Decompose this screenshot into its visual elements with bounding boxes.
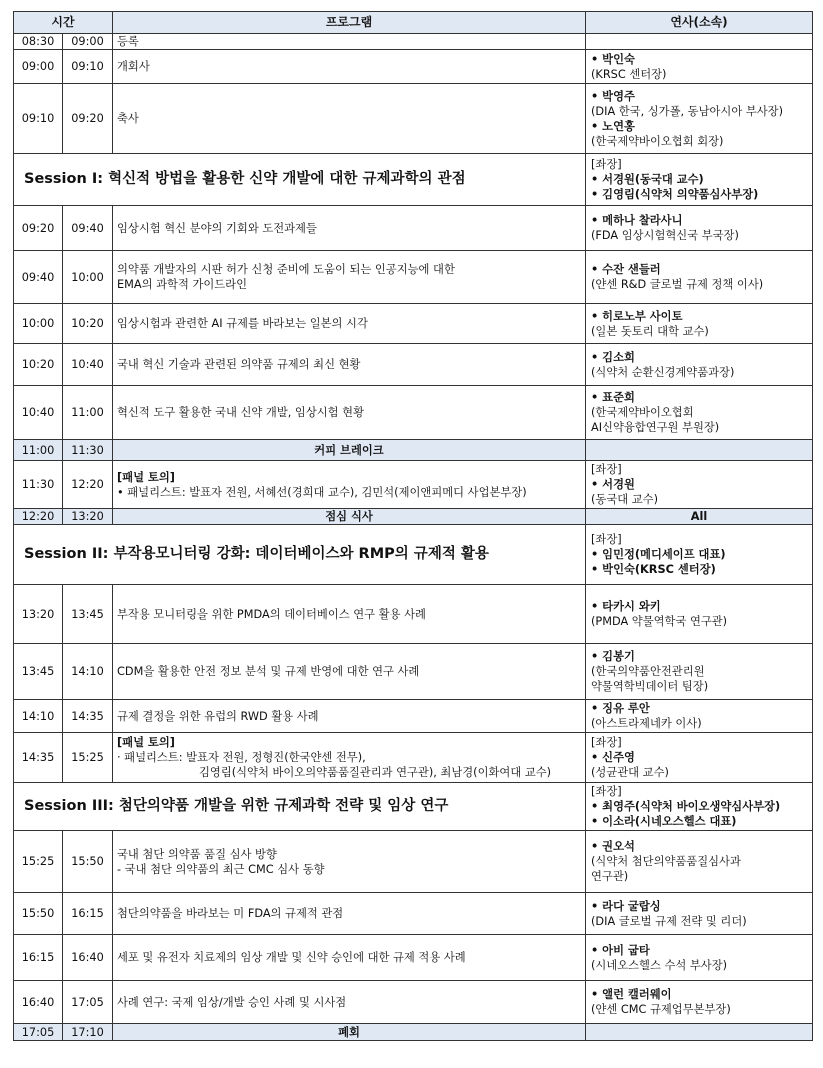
- bullet-icon: •: [591, 391, 603, 404]
- speaker-name-line: [591, 213, 807, 228]
- header-time: 시간: [14, 12, 113, 34]
- speaker-affiliation: (PMDA 약물역학국 연구관): [591, 615, 728, 628]
- start-time: 09:10: [14, 84, 63, 154]
- end-time: 14:35: [63, 700, 113, 733]
- session-row: [14, 154, 813, 206]
- end-time: 10:00: [63, 251, 113, 304]
- panel-chair: [586, 461, 813, 509]
- speaker-name-line: [591, 943, 807, 958]
- panel-chair: [586, 733, 813, 783]
- chair-text: 박인숙(KRSC 센터장): [602, 563, 716, 576]
- chair-text: 최영주(식약처 바이오생약심사부장): [602, 800, 781, 813]
- bullet-icon: •: [591, 600, 603, 613]
- speaker-affiliation: (DIA 한국, 싱가폴, 동남아시아 부사장): [591, 104, 783, 118]
- chair-name: [591, 547, 807, 562]
- speaker-name-line: [591, 899, 807, 914]
- break-row: [14, 440, 813, 461]
- chair-text: 서경원(동국대 교수): [602, 173, 704, 186]
- break-row: [14, 1024, 813, 1041]
- end-time: 11:00: [63, 386, 113, 440]
- panel-row: [14, 733, 813, 783]
- session-row: [14, 783, 813, 831]
- chair-text: 이소라(시네오스헬스 대표): [602, 815, 737, 828]
- panel-list-cont: 김영림(식약처 바이오의약품품질관리과 연구관), 최남경(이화여대 교수): [199, 766, 552, 779]
- start-time: 09:00: [14, 50, 63, 84]
- agenda-row: [14, 206, 813, 251]
- speaker-name: 메하나 찰라사니: [602, 214, 683, 227]
- bullet-icon: •: [591, 815, 603, 828]
- header-program: 프로그램: [113, 12, 586, 34]
- chair-name: [591, 799, 807, 814]
- speaker-affiliation: 연구관): [591, 870, 629, 883]
- start-time: 15:25: [14, 831, 63, 893]
- end-time: 15:50: [63, 831, 113, 893]
- speaker-name-line: [591, 987, 807, 1002]
- start-time: 11:00: [14, 440, 63, 461]
- chair-name: [591, 750, 807, 765]
- bullet-icon: •: [591, 751, 603, 764]
- speaker-name-line: [591, 119, 807, 134]
- agenda-row: [14, 981, 813, 1024]
- speaker-cell: [586, 893, 813, 935]
- speaker-name: 노연홍: [602, 119, 635, 133]
- speaker-name: 수잔 샌들러: [602, 263, 661, 276]
- session-chairs: [586, 783, 813, 831]
- session-title: Session I: 혁신적 방법을 활용한 신약 개발에 대한 규제과학의 관점: [14, 154, 586, 206]
- speaker-name-line: [591, 701, 807, 716]
- end-time: 14:10: [63, 644, 113, 700]
- chair-text: 김영림(식약처 의약품심사부장): [602, 188, 759, 201]
- start-time: 15:50: [14, 893, 63, 935]
- start-time: 16:40: [14, 981, 63, 1024]
- speaker-affiliation: (식약처 첨단의약품품질심사과: [591, 855, 741, 868]
- speaker-affiliation: (일본 돗토리 대학 교수): [591, 324, 709, 338]
- chair-label: [좌장]: [591, 158, 622, 171]
- program-title: 임상시험과 관련한 AI 규제를 바라보는 일본의 시각: [113, 304, 586, 344]
- chair-name: [591, 172, 807, 187]
- start-time: 09:40: [14, 251, 63, 304]
- speaker-cell: [586, 84, 813, 154]
- bullet-icon: •: [591, 309, 603, 323]
- program-title: [113, 251, 586, 304]
- speaker-affiliation: (한국제약바이오협회: [591, 406, 694, 419]
- end-time: 09:10: [63, 50, 113, 84]
- speaker-name-line: [591, 599, 807, 614]
- bullet-icon: •: [591, 214, 603, 227]
- program-title: 등록: [113, 34, 586, 50]
- speaker-affiliation: (FDA 임상시험혁신국 부국장): [591, 229, 739, 242]
- start-time: 14:35: [14, 733, 63, 783]
- panel-program: [113, 461, 586, 509]
- agenda-row: [14, 644, 813, 700]
- speaker-name-line: [591, 262, 807, 277]
- bullet-icon: •: [591, 650, 603, 663]
- end-time: 17:10: [63, 1024, 113, 1041]
- speaker-affiliation: (아스트라제네카 이사): [591, 717, 702, 730]
- session-row: [14, 525, 813, 585]
- header-speaker: 연사(소속): [586, 12, 813, 34]
- chair-label: [좌장]: [591, 736, 622, 749]
- chair-affiliation: (성균관대 교수): [591, 766, 669, 779]
- speaker-cell: [586, 34, 813, 50]
- end-time: 10:20: [63, 304, 113, 344]
- program-title: 부작용 모니터링을 위한 PMDA의 데이터베이스 연구 활용 사례: [113, 585, 586, 644]
- bullet-icon: •: [591, 988, 603, 1001]
- panel-program: [113, 733, 586, 783]
- end-time: 09:20: [63, 84, 113, 154]
- speaker-name-line: [591, 390, 807, 405]
- chair-name: [591, 562, 807, 577]
- start-time: 10:20: [14, 344, 63, 386]
- agenda-row: [14, 34, 813, 50]
- speaker-name: 라다 굴랍싱: [602, 899, 661, 913]
- bullet-icon: •: [591, 800, 603, 813]
- bullet-icon: •: [591, 52, 603, 66]
- chair-label: [좌장]: [591, 785, 622, 798]
- agenda-row: [14, 251, 813, 304]
- speaker-affiliation: 약물역학빅데이터 팀장): [591, 680, 709, 693]
- speaker-cell: [586, 585, 813, 644]
- bullet-icon: •: [591, 173, 603, 186]
- program-title: 축사: [113, 84, 586, 154]
- bullet-icon: •: [591, 840, 603, 853]
- chair-affiliation: (동국대 교수): [591, 493, 658, 506]
- program-title: 국내 혁신 기술과 관련된 의약품 규제의 최신 현황: [113, 344, 586, 386]
- break-label: 폐회: [113, 1024, 586, 1041]
- program-line: 국내 첨단 의약품 품질 심사 방향: [117, 847, 277, 861]
- program-title: [113, 831, 586, 893]
- agenda-row: [14, 935, 813, 981]
- speaker-affiliation: (DIA 글로벌 규제 전략 및 리더): [591, 914, 747, 928]
- bullet-icon: •: [591, 478, 603, 491]
- bullet-icon: •: [591, 89, 603, 103]
- agenda-row: [14, 84, 813, 154]
- speaker-name: 아비 굽타: [602, 943, 650, 957]
- end-time: 12:20: [63, 461, 113, 509]
- start-time: 10:00: [14, 304, 63, 344]
- start-time: 08:30: [14, 34, 63, 50]
- end-time: 17:05: [63, 981, 113, 1024]
- speaker-name: 히로노부 사이토: [602, 309, 683, 323]
- speaker-cell: [586, 935, 813, 981]
- end-time: 09:00: [63, 34, 113, 50]
- speaker-cell: [586, 304, 813, 344]
- speaker-cell: [586, 644, 813, 700]
- agenda-row: [14, 386, 813, 440]
- bullet-icon: •: [591, 188, 603, 201]
- bullet-icon: •: [591, 548, 603, 561]
- bullet-icon: •: [591, 702, 603, 715]
- start-time: 16:15: [14, 935, 63, 981]
- speaker-affiliation: (얀센 R&D 글로벌 규제 정책 이사): [591, 278, 764, 291]
- header-row: [14, 12, 813, 34]
- start-time: 13:20: [14, 585, 63, 644]
- speaker-affiliation: (KRSC 센터장): [591, 67, 667, 81]
- speaker-cell: [586, 344, 813, 386]
- speaker-name: 김소희: [602, 350, 635, 364]
- agenda-row: [14, 700, 813, 733]
- speaker-cell: [586, 386, 813, 440]
- break-speaker: [586, 440, 813, 461]
- start-time: 09:20: [14, 206, 63, 251]
- agenda-table: [13, 11, 813, 1041]
- start-time: 11:30: [14, 461, 63, 509]
- panel-heading: [패널 토의]: [117, 470, 175, 484]
- break-speaker: All: [586, 509, 813, 525]
- chair-text: 서경원: [602, 478, 635, 491]
- end-time: 11:30: [63, 440, 113, 461]
- program-line: 의약품 개발자의 시판 허가 신청 준비에 도움이 되는 인공지능에 대한: [117, 263, 455, 276]
- speaker-affiliation: (시네오스헬스 수석 부사장): [591, 958, 728, 972]
- program-line: - 국내 첨단 의약품의 최근 CMC 심사 동향: [117, 862, 325, 876]
- start-time: 13:45: [14, 644, 63, 700]
- start-time: 12:20: [14, 509, 63, 525]
- end-time: 15:25: [63, 733, 113, 783]
- speaker-name: 징유 루안: [602, 702, 650, 715]
- program-title: 사례 연구: 국제 임상/개발 승인 사례 및 시사점: [113, 981, 586, 1024]
- chair-text: 신주영: [602, 751, 635, 764]
- program-title: 규제 결정을 위한 유럽의 RWD 활용 사례: [113, 700, 586, 733]
- end-time: 10:40: [63, 344, 113, 386]
- start-time: 14:10: [14, 700, 63, 733]
- speaker-affiliation: (식약처 순환신경계약품과장): [591, 365, 735, 379]
- break-row: [14, 509, 813, 525]
- speaker-affiliation: (한국제약바이오협회 회장): [591, 134, 724, 148]
- agenda-row: [14, 304, 813, 344]
- agenda-row: [14, 831, 813, 893]
- break-label: 커피 브레이크: [113, 440, 586, 461]
- speaker-name-line: [591, 649, 807, 664]
- bullet-icon: •: [591, 899, 603, 913]
- end-time: 09:40: [63, 206, 113, 251]
- speaker-cell: [586, 50, 813, 84]
- break-label: 점심 식사: [113, 509, 586, 525]
- start-time: 17:05: [14, 1024, 63, 1041]
- speaker-affiliation: (한국의약품안전관리원: [591, 665, 705, 678]
- speaker-cell: [586, 831, 813, 893]
- chair-label: [좌장]: [591, 533, 622, 546]
- chair-label: [좌장]: [591, 463, 622, 476]
- start-time: 10:40: [14, 386, 63, 440]
- bullet-icon: •: [591, 263, 603, 276]
- bullet-icon: •: [591, 563, 603, 576]
- end-time: 13:20: [63, 509, 113, 525]
- speaker-name-line: [591, 89, 807, 104]
- speaker-name-line: [591, 839, 807, 854]
- chair-name: [591, 814, 807, 829]
- chair-name: [591, 187, 807, 202]
- speaker-name: 김봉기: [602, 650, 635, 663]
- chair-text: 임민정(메디세이프 대표): [602, 548, 726, 561]
- speaker-cell: [586, 206, 813, 251]
- speaker-name-line: [591, 350, 807, 365]
- speaker-name: 표준희: [602, 391, 635, 404]
- program-title: 개회사: [113, 50, 586, 84]
- agenda-row: [14, 893, 813, 935]
- bullet-icon: •: [591, 943, 603, 957]
- speaker-name-line: [591, 52, 807, 67]
- chair-name: [591, 477, 807, 492]
- session-title: Session II: 부작용모니터링 강화: 데이터베이스와 RMP의 규제적 활용: [14, 525, 586, 585]
- break-speaker: [586, 1024, 813, 1041]
- bullet-icon: •: [591, 119, 603, 133]
- session-chairs: [586, 525, 813, 585]
- agenda-row: [14, 585, 813, 644]
- speaker-name: 박인숙: [602, 52, 635, 66]
- end-time: 16:15: [63, 893, 113, 935]
- agenda-row: [14, 344, 813, 386]
- bullet-icon: •: [591, 350, 603, 364]
- end-time: 13:45: [63, 585, 113, 644]
- speaker-cell: [586, 251, 813, 304]
- speaker-cell: [586, 981, 813, 1024]
- speaker-name: 타카시 와키: [602, 600, 661, 613]
- speaker-name: 권오석: [602, 840, 635, 853]
- panel-row: [14, 461, 813, 509]
- program-title: 임상시험 혁신 분야의 기회와 도전과제들: [113, 206, 586, 251]
- program-title: 혁신적 도구 활용한 국내 신약 개발, 임상시험 현황: [113, 386, 586, 440]
- program-title: CDM을 활용한 안전 정보 분석 및 규제 반영에 대한 연구 사례: [113, 644, 586, 700]
- speaker-name-line: [591, 309, 807, 324]
- panel-list: • 패널리스트: 발표자 전원, 서혜선(경희대 교수), 김민석(제이앤피메디 사업본부장): [117, 485, 527, 499]
- end-time: 16:40: [63, 935, 113, 981]
- speaker-affiliation: AI신약융합연구원 부원장): [591, 421, 720, 434]
- program-title: 세포 및 유전자 치료제의 임상 개발 및 신약 승인에 대한 규제 적용 사례: [113, 935, 586, 981]
- speaker-name: 앨런 캘러웨이: [602, 988, 672, 1001]
- session-chairs: [586, 154, 813, 206]
- speaker-name: 박영주: [602, 89, 635, 103]
- agenda-row: [14, 50, 813, 84]
- program-line: EMA의 과학적 가이드라인: [117, 278, 248, 291]
- session-title: Session III: 첨단의약품 개발을 위한 규제과학 전략 및 임상 연구: [14, 783, 586, 831]
- panel-list: · 패널리스트: 발표자 전원, 정형진(한국얀센 전무),: [117, 751, 366, 764]
- speaker-affiliation: (얀센 CMC 규제업무본부장): [591, 1003, 731, 1016]
- panel-heading: [패널 토의]: [117, 736, 175, 749]
- program-title: 첨단의약품을 바라보는 미 FDA의 규제적 관점: [113, 893, 586, 935]
- speaker-cell: [586, 700, 813, 733]
